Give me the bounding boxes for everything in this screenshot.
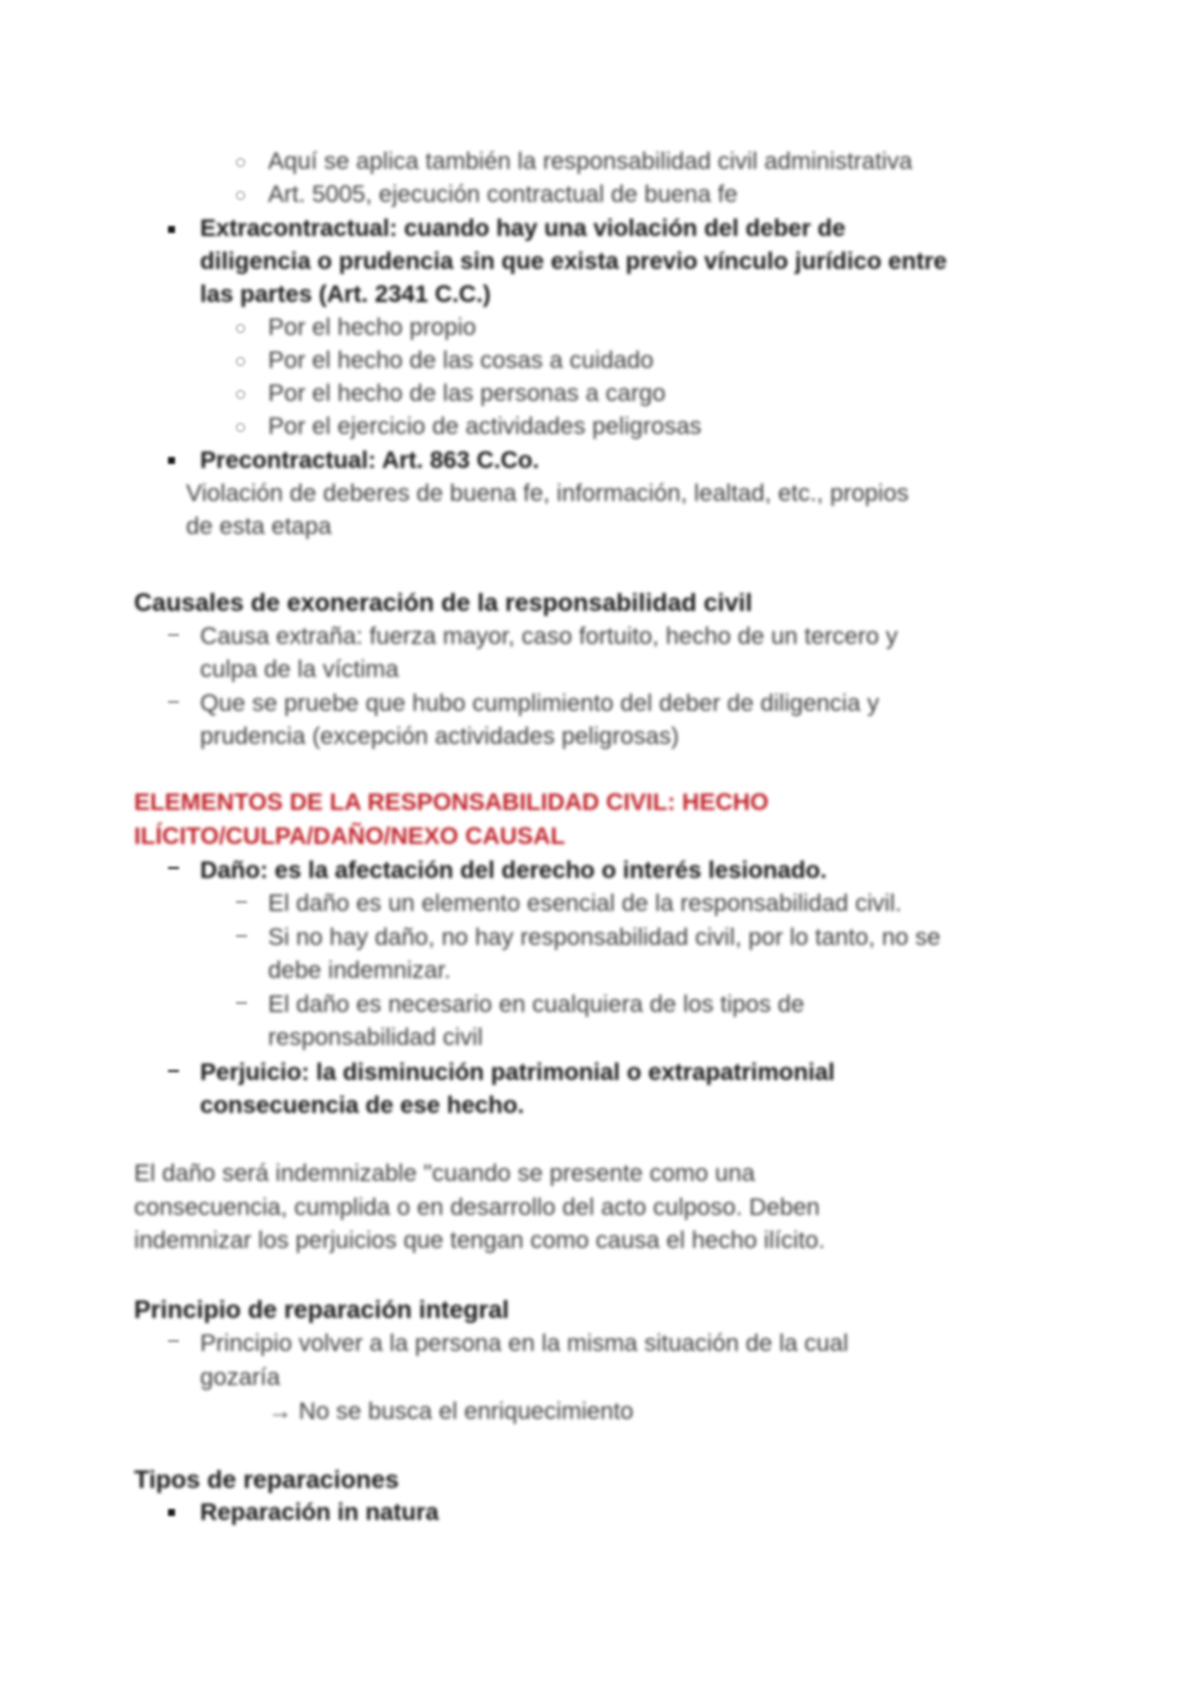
sub-bullet-marker	[236, 324, 245, 333]
list-item: Daño: es la afectación del derecho o interés lesionado.	[200, 857, 827, 884]
list-item: Por el hecho de las personas a cargo	[268, 380, 666, 407]
dash-marker	[168, 1070, 179, 1072]
paragraph-line: consecuencia, cumplida o en desarrollo del acto culposo. Deben	[134, 1194, 820, 1221]
list-item: Perjuicio: la disminución patrimonial o extrapatrimonial	[200, 1059, 835, 1086]
section-heading-red: ELEMENTOS DE LA RESPONSABILIDAD CIVIL: HECHO	[134, 789, 769, 816]
section-heading: Principio de reparación integral	[134, 1296, 510, 1324]
list-item: gozaría	[200, 1364, 281, 1391]
list-item: Por el hecho propio	[268, 314, 477, 341]
section-heading: Tipos de reparaciones	[134, 1466, 399, 1494]
sub-dash-marker	[236, 1002, 247, 1004]
list-item: Si no hay daño, no hay responsabilidad civil, por lo tanto, no se	[268, 924, 941, 951]
sub-bullet-marker	[236, 191, 245, 200]
sub-dash-marker	[236, 935, 247, 937]
list-item: El daño es un elemento esencial de la responsabilidad civil.	[268, 890, 902, 917]
list-item: las partes (Art. 2341 C.C.)	[200, 281, 491, 308]
list-item: Que se pruebe que hubo cumplimiento del deber de diligencia y	[200, 690, 880, 717]
bullet-marker	[168, 457, 175, 464]
list-item: Causa extraña: fuerza mayor, caso fortuito, hecho de un tercero y	[200, 623, 898, 650]
list-item: Reparación in natura	[200, 1499, 439, 1526]
list-item: Por el ejercicio de actividades peligrosas	[268, 413, 702, 440]
list-item: Por el hecho de las cosas a cuidado	[268, 347, 654, 374]
list-item: El daño es necesario en cualquiera de los tipos de	[268, 991, 805, 1018]
sub-dash-marker	[236, 901, 247, 903]
list-item: debe indemnizar.	[268, 957, 451, 984]
dash-marker	[168, 634, 179, 636]
dash-marker	[168, 867, 179, 869]
section-heading: Causales de exoneración de la responsabilidad civil	[134, 589, 753, 617]
list-item: Extracontractual: cuando hay una violación del deber de	[200, 215, 846, 242]
section-heading-red: ILÍCITO/CULPA/DAÑO/NEXO CAUSAL	[134, 823, 566, 850]
sub-bullet-marker	[236, 390, 245, 399]
sub-bullet-marker	[236, 158, 245, 167]
sub-bullet-marker	[236, 357, 245, 366]
list-item: culpa de la víctima	[200, 656, 399, 683]
paragraph-line: Violación de deberes de buena fe, información, lealtad, etc., propios	[186, 480, 909, 507]
sub-bullet-marker	[236, 423, 245, 432]
bullet-marker	[168, 226, 175, 233]
list-item: Precontractual: Art. 863 C.Co.	[200, 447, 540, 474]
paragraph-line: El daño será indemnizable "cuando se presente como una	[134, 1160, 755, 1187]
list-item: Principio volver a la persona en la misma situación de la cual	[200, 1330, 849, 1357]
bullet-marker	[168, 1509, 175, 1516]
dash-marker	[168, 1340, 179, 1342]
dash-marker	[168, 701, 179, 703]
list-item: diligencia o prudencia sin que exista previo vínculo jurídico entre	[200, 248, 947, 275]
list-item: → No se busca el enriquecimiento	[268, 1398, 634, 1425]
paragraph-line: indemnizar los perjuicios que tengan como causa el hecho ilícito.	[134, 1227, 826, 1254]
paragraph-line: de esta etapa	[186, 513, 332, 540]
list-item: consecuencia de ese hecho.	[200, 1092, 525, 1119]
list-item: Aquí se aplica también la responsabilidad civil administrativa	[268, 148, 913, 175]
list-item: responsabilidad civil	[268, 1024, 483, 1051]
list-item: prudencia (excepción actividades peligrosas)	[200, 723, 679, 750]
list-item: Art. 5005, ejecución contractual de buena fe	[268, 181, 738, 208]
